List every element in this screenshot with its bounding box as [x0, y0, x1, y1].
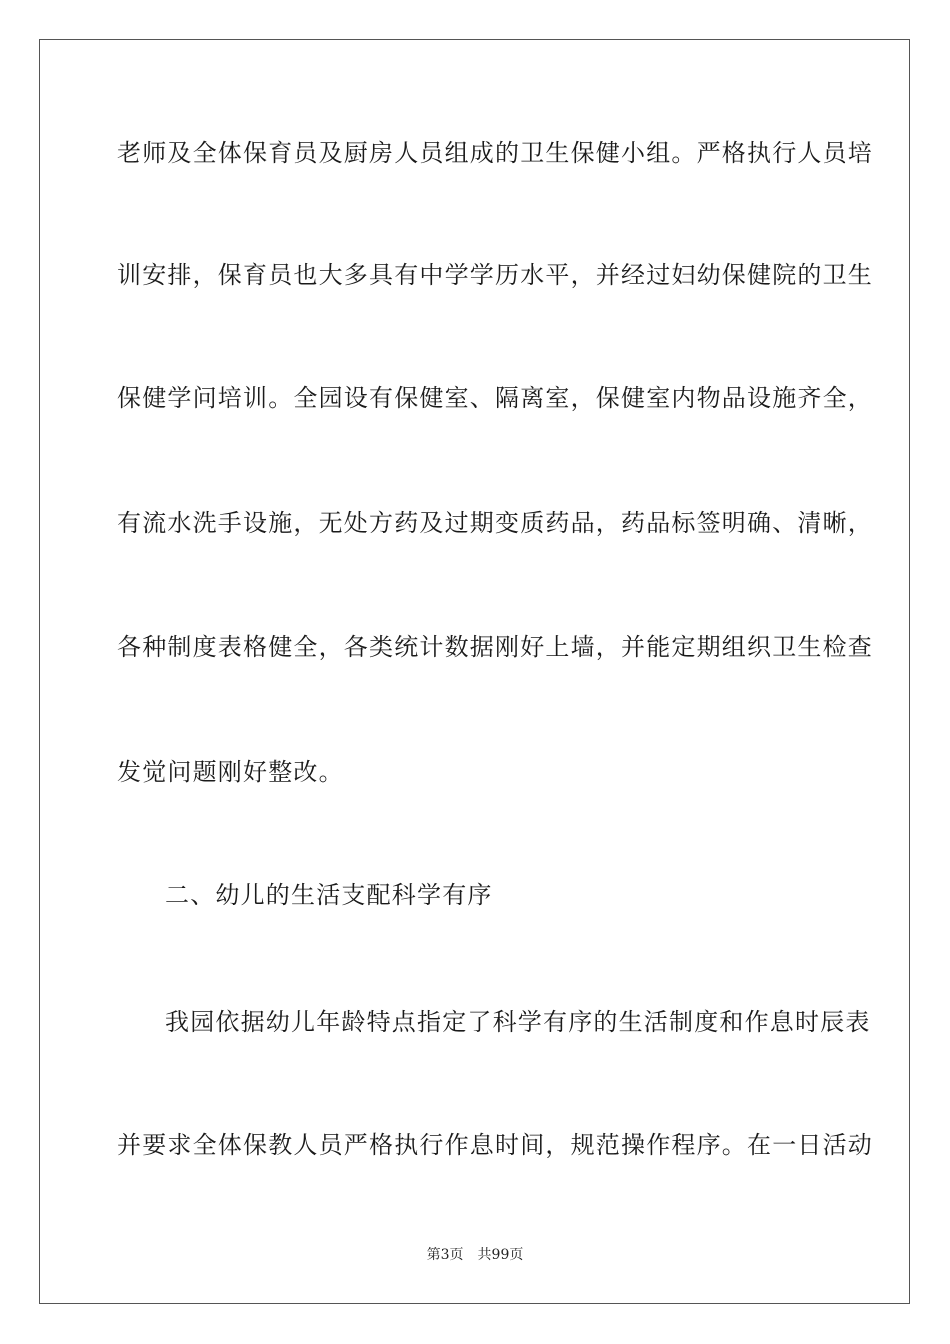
body-text-line: 有流水洗手设施，无处方药及过期变质药品，药品标签明确、清晰， [117, 509, 873, 537]
page-footer [0, 1246, 950, 1264]
page-border [39, 39, 910, 1304]
page-total: 共99页 [477, 1247, 524, 1263]
body-text-line: 各种制度表格健全，各类统计数据刚好上墙，并能定期组织卫生检查 [117, 633, 873, 661]
body-text-line: 保健学问培训。全园设有保健室、隔离室，保健室内物品设施齐全， [117, 384, 873, 412]
section-heading: 二、幼儿的生活支配科学有序 [165, 881, 493, 909]
body-text-line: 训安排，保育员也大多具有中学学历水平，并经过妇幼保健院的卫生 [117, 261, 873, 289]
body-text-line: 发觉问题刚好整改。 [117, 758, 344, 786]
body-text-line: 老师及全体保育员及厨房人员组成的卫生保健小组。严格执行人员培 [117, 139, 873, 167]
page-number: 第3页 [426, 1247, 464, 1263]
body-text-line: 我园依据幼儿年龄特点指定了科学有序的生活制度和作息时辰表 [165, 1008, 871, 1036]
body-text-line: 并要求全体保教人员严格执行作息时间，规范操作程序。在一日活动 [117, 1131, 873, 1159]
